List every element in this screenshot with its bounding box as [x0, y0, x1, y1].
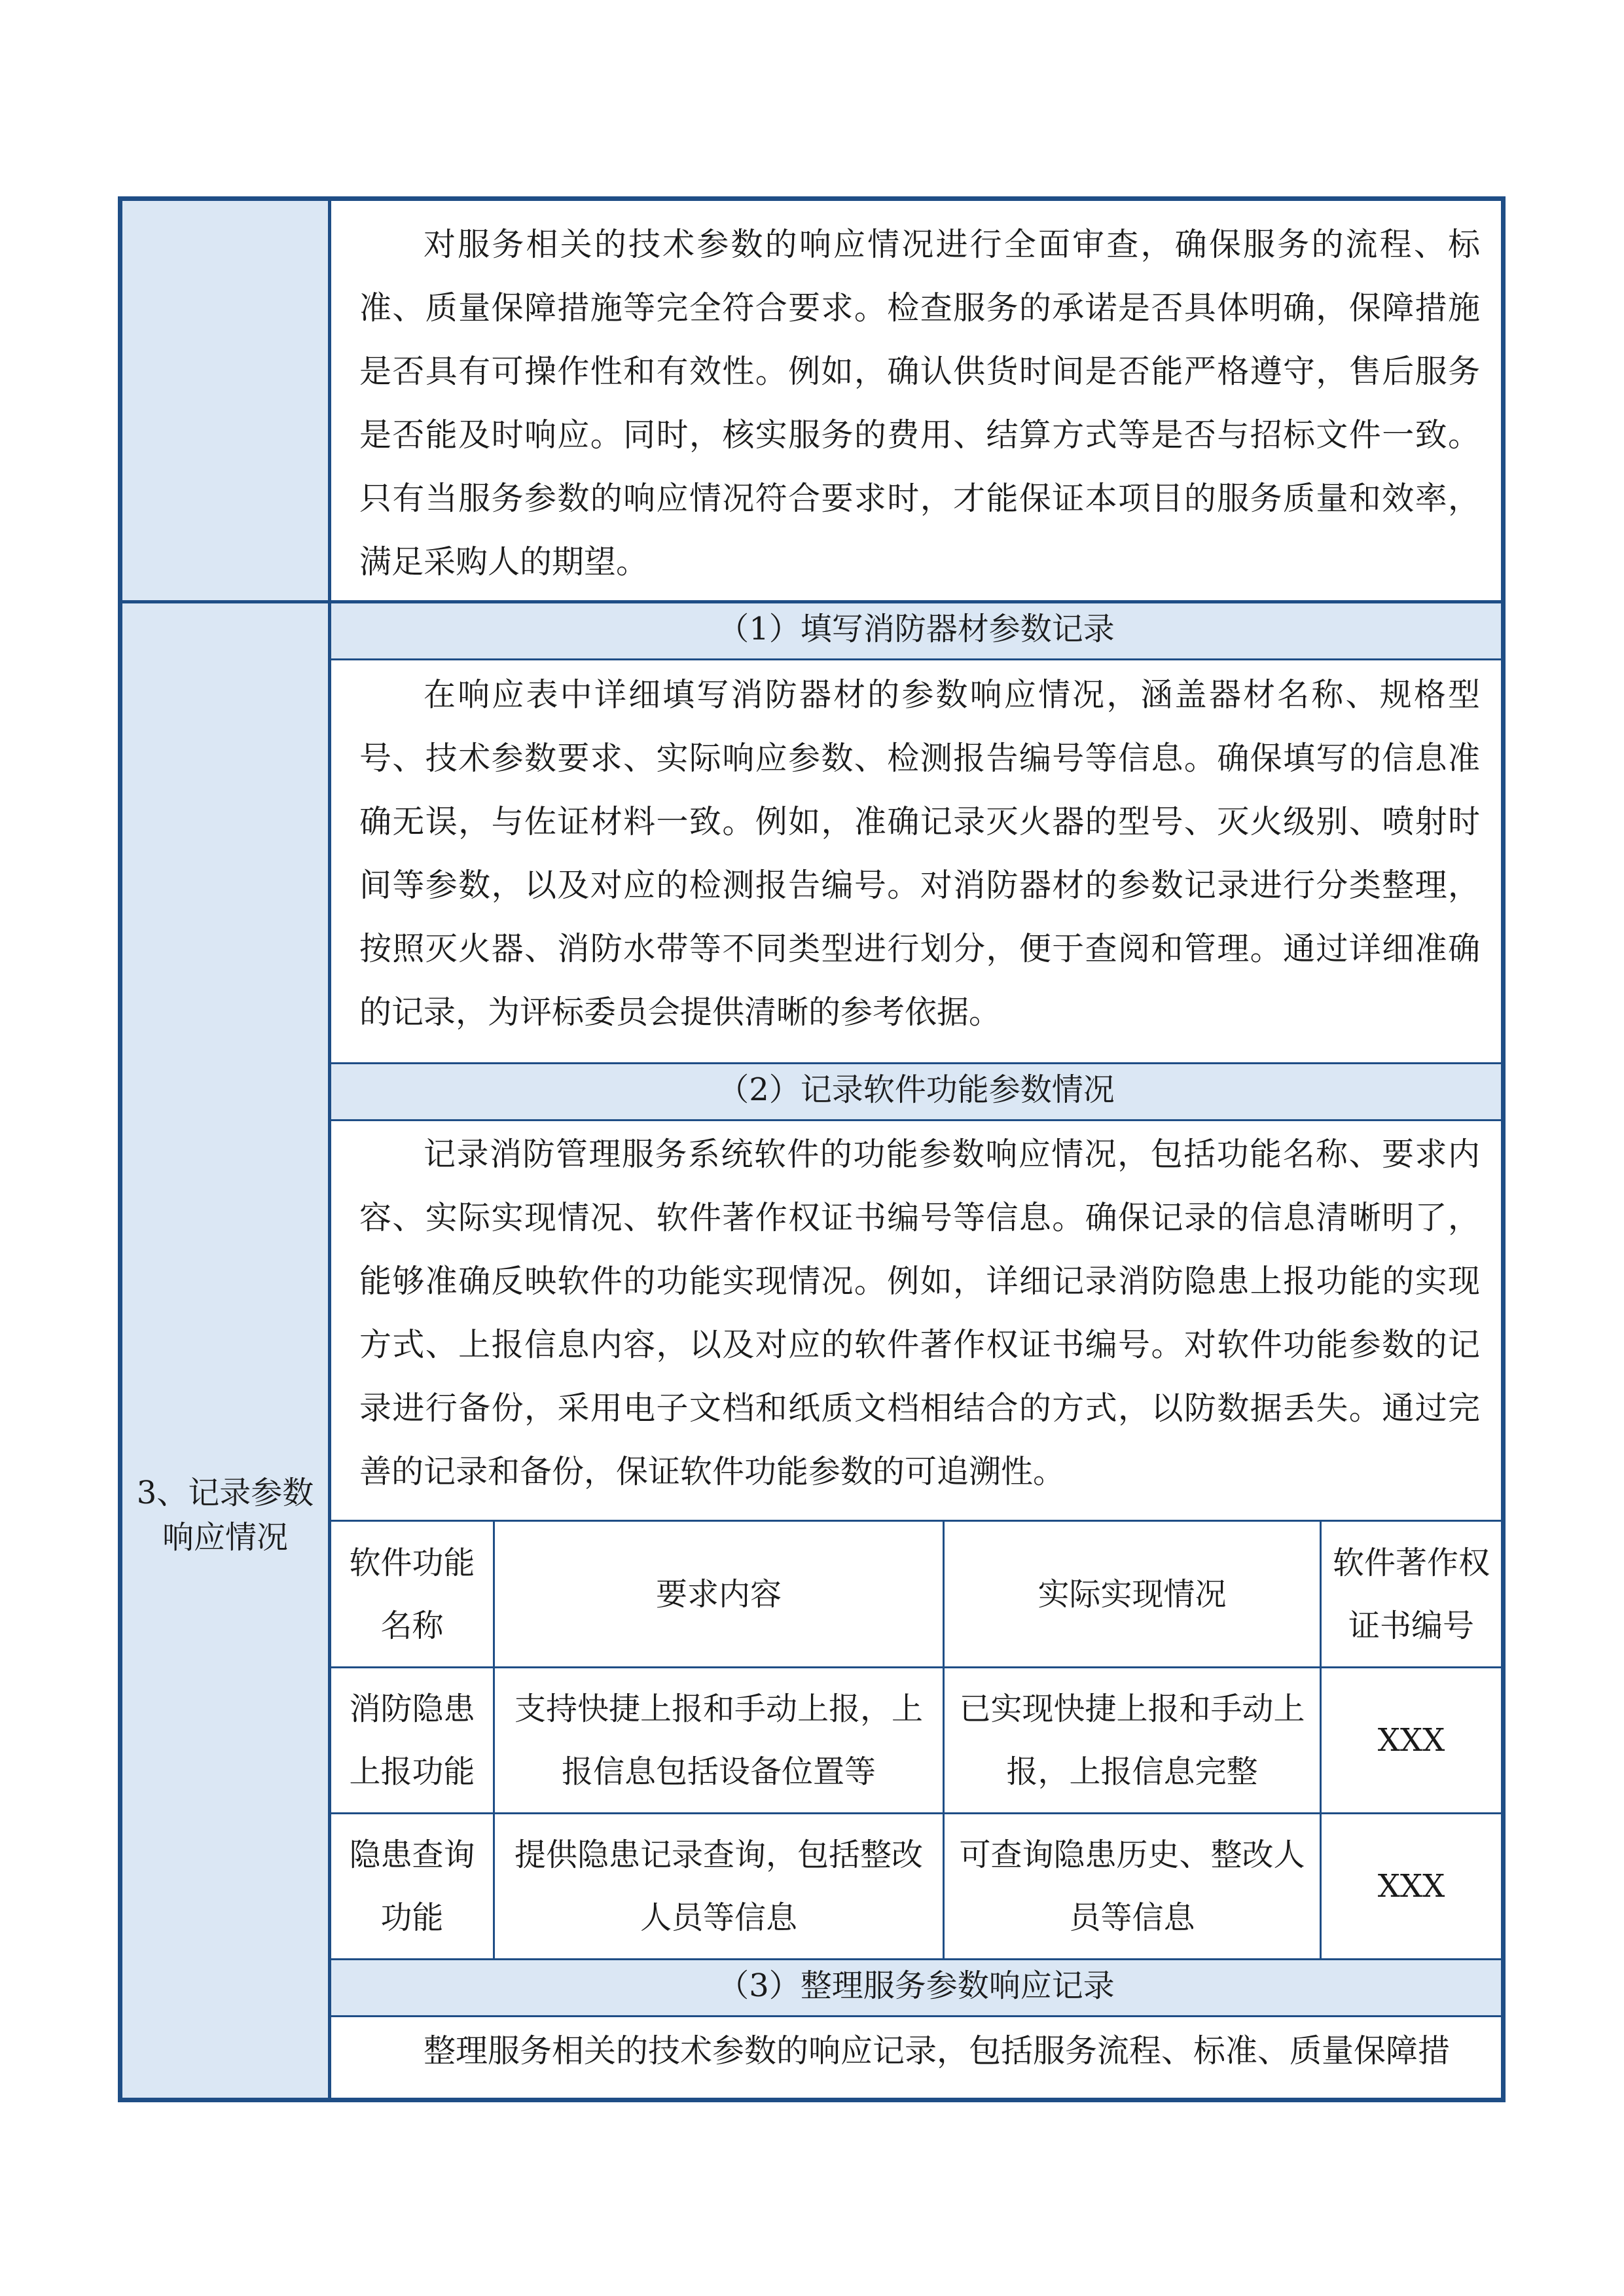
left-label-column	[122, 201, 328, 2098]
subsection-2-paragraph: 记录消防管理服务系统软件的功能参数响应情况，包括功能名称、要求内容、实际实现情况、软件著作权证书编号等信息。确保记录的信息清晰明了，能够准确反映软件的功能实现情况。例如，详细记录消防隐患上报功能的实现方式、上报信息内容，以及对应的软件著作权证书编号。对软件功能参数的记录进行备份，采用电子文档和纸质文档相结合的方式，以防数据丢失。通过完善的记录和备份，保证软件功能参数的可追溯性。	[359, 1136, 1480, 1490]
subsection-1-paragraph: 在响应表中详细填写消防器材的参数响应情况，涵盖器材名称、规格型号、技术参数要求、实际响应参数、检测报告编号等信息。确保填写的信息准确无误，与佐证材料一致。例如，准确记录灭火器的型号、灭火级别、喷射时间等参数，以及对应的检测报告编号。对消防器材的参数记录进行分类整理，按照灭火器、消防水带等不同类型进行划分，便于查阅和管理。通过详细准确的记录，为评标委员会提供清晰的参考依据。	[359, 676, 1480, 1031]
table-header-cell: 要求内容	[655, 1575, 782, 1613]
table-header-cell: 软件功能名称	[349, 1544, 475, 1644]
subsection-2-heading: （2）记录软件功能参数情况	[331, 1064, 1501, 1119]
table-cell: 可查询隐患历史、整改人员等信息	[959, 1837, 1305, 1936]
divider	[331, 658, 1501, 660]
table-header-cell: 实际实现情况	[1038, 1575, 1227, 1613]
divider	[331, 2015, 1501, 2017]
table-cell: 消防隐患上报功能	[349, 1691, 475, 1790]
service-review-paragraph: 对服务相关的技术参数的响应情况进行全面审查，确保服务的流程、标准、质量保障措施等完全符合要求。检查服务的承诺是否具体明确，保障措施是否具有可操作性和有效性。例如，确认供货时间是否能严格遵守，售后服务是否能及时响应。同时，核实服务的费用、结算方式等是否与招标文件一致。只有当服务参数的响应情况符合要求时，才能保证本项目的服务质量和效率，满足采购人的期望。	[359, 226, 1480, 581]
document-table	[118, 196, 1506, 2102]
subsection-1-heading: （1）填写消防器材参数记录	[331, 603, 1501, 658]
subsection-3-heading: （3）整理服务参数响应记录	[331, 1960, 1501, 2015]
section-label: 3、记录参数响应情况	[136, 1475, 314, 1556]
subsection-3-paragraph: 整理服务相关的技术参数的响应记录，包括服务流程、标准、质量保障措	[424, 2032, 1451, 2070]
table-cell: 隐患查询功能	[349, 1837, 475, 1936]
table-cell: 支持快捷上报和手动上报，上报信息包括设备位置等	[514, 1691, 923, 1790]
table-cell: XXX	[1377, 1722, 1445, 1759]
table-cell: 提供隐患记录查询，包括整改人员等信息	[514, 1837, 923, 1936]
table-header-cell: 软件著作权证书编号	[1332, 1544, 1490, 1644]
table-cell: XXX	[1377, 1868, 1445, 1905]
divider	[331, 1119, 1501, 1121]
table-cell: 已实现快捷上报和手动上报，上报信息完整	[959, 1691, 1305, 1790]
